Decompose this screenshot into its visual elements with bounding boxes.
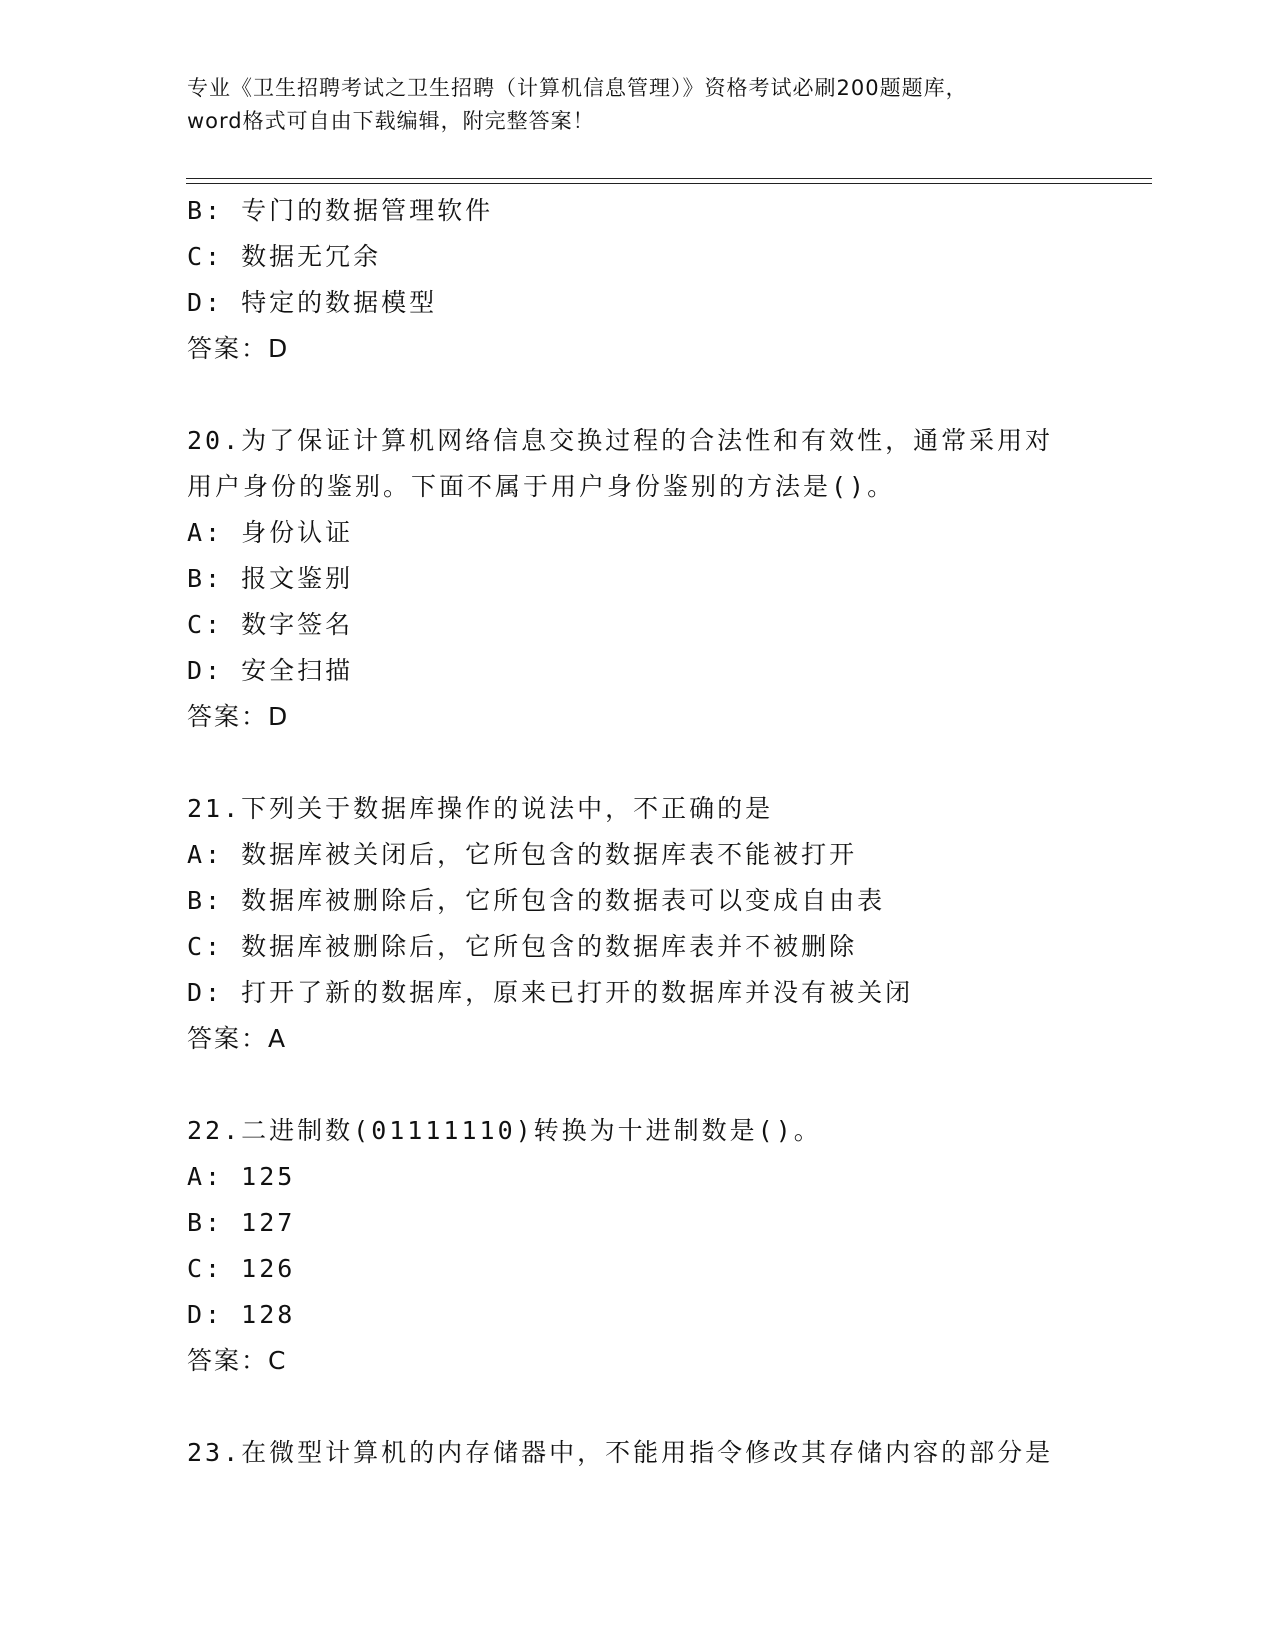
spacer	[187, 740, 1147, 786]
question-text-line: 21.下列关于数据库操作的说法中，不正确的是	[187, 794, 774, 823]
option-b: B: 127	[187, 1208, 296, 1237]
header-divider-bottom	[186, 183, 1152, 184]
option-a: A: 身份认证	[187, 518, 354, 547]
question-text-line: 22.二进制数(01111110)转换为十进制数是()。	[187, 1116, 822, 1145]
question-19-continued	[187, 188, 1147, 372]
option-d: D: 打开了新的数据库，原来已打开的数据库并没有被关闭	[187, 978, 914, 1007]
question-21	[187, 786, 1147, 1062]
option-c: C: 数据库被删除后，它所包含的数据库表并不被删除	[187, 932, 858, 961]
question-20	[187, 418, 1147, 740]
answer-line: 答案：D	[187, 334, 290, 363]
option-a: A: 数据库被关闭后，它所包含的数据库表不能被打开	[187, 840, 858, 869]
question-list	[187, 188, 1147, 1476]
spacer	[187, 1062, 1147, 1108]
option-a: A: 125	[187, 1162, 296, 1191]
header-title-line-1: 专业《卫生招聘考试之卫生招聘（计算机信息管理）》资格考试必刷200题题库，	[187, 76, 968, 100]
spacer	[187, 372, 1147, 418]
answer-line: 答案：C	[187, 1346, 288, 1375]
question-text-line: 23.在微型计算机的内存储器中，不能用指令修改其存储内容的部分是	[187, 1438, 1054, 1467]
option-d: D: 128	[187, 1300, 296, 1329]
option-d: D: 安全扫描	[187, 656, 354, 685]
spacer	[187, 1384, 1147, 1430]
option-b: B: 专门的数据管理软件	[187, 196, 494, 225]
document-header	[187, 72, 1087, 138]
option-c: C: 数字签名	[187, 610, 354, 639]
answer-line: 答案：A	[187, 1024, 288, 1053]
option-c: C: 数据无冗余	[187, 242, 382, 271]
question-22	[187, 1108, 1147, 1384]
question-text-line: 用户身份的鉴别。下面不属于用户身份鉴别的方法是()。	[187, 472, 896, 501]
option-b: B: 报文鉴别	[187, 564, 354, 593]
question-text-line: 20.为了保证计算机网络信息交换过程的合法性和有效性，通常采用对	[187, 426, 1054, 455]
header-title-line-2: word格式可自由下载编辑，附完整答案！	[187, 109, 595, 133]
header-divider-top	[186, 178, 1152, 179]
option-c: C: 126	[187, 1254, 296, 1283]
option-d: D: 特定的数据模型	[187, 288, 438, 317]
question-23	[187, 1430, 1147, 1476]
option-b: B: 数据库被删除后，它所包含的数据表可以变成自由表	[187, 886, 886, 915]
answer-line: 答案：D	[187, 702, 290, 731]
